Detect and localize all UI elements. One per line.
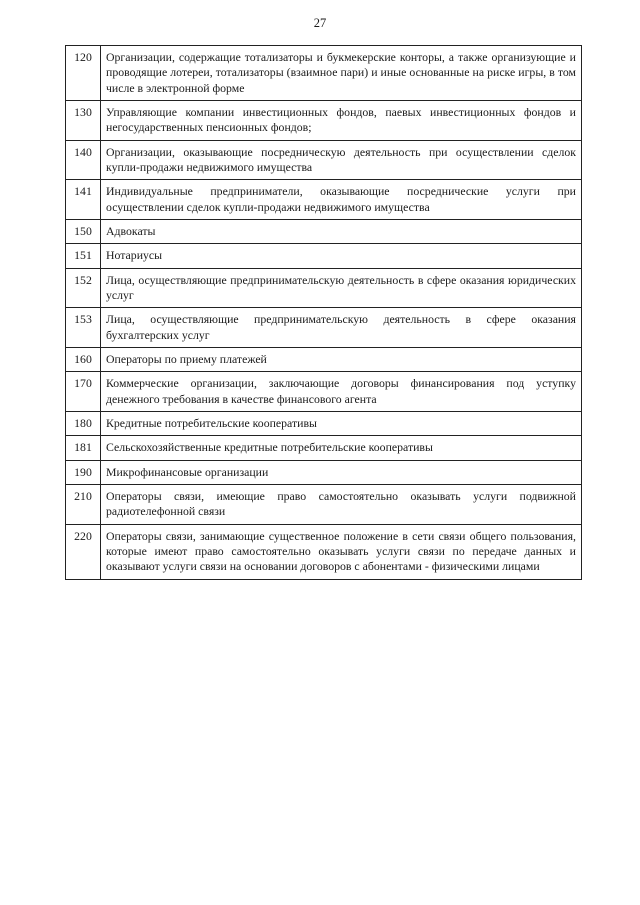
row-code: 150 bbox=[66, 219, 101, 243]
row-description: Организации, содержащие тотализаторы и букмекерские конторы, а также организующие и проводящие лотереи, тотализаторы (взаимное пари) и иные основанные на риске игры, в том числе в электронной форме bbox=[101, 46, 582, 101]
row-description: Коммерческие организации, заключающие договоры финансирования под уступку денежного требования в качестве финансового агента bbox=[101, 372, 582, 412]
table-row bbox=[66, 436, 582, 460]
table-row bbox=[66, 484, 582, 524]
table-row bbox=[66, 347, 582, 371]
row-description: Организации, оказывающие посредническую деятельность при осуществлении сделок купли-продажи недвижимого имущества bbox=[101, 140, 582, 180]
table-row bbox=[66, 140, 582, 180]
table-row bbox=[66, 460, 582, 484]
row-code: 170 bbox=[66, 372, 101, 412]
row-description: Кредитные потребительские кооперативы bbox=[101, 411, 582, 435]
row-description: Индивидуальные предприниматели, оказывающие посреднические услуги при осуществлении сделок купли-продажи недвижимого имущества bbox=[101, 180, 582, 220]
table-row bbox=[66, 244, 582, 268]
table-row bbox=[66, 219, 582, 243]
row-code: 120 bbox=[66, 46, 101, 101]
row-description: Операторы связи, имеющие право самостоятельно оказывать услуги подвижной радиотелефонной связи bbox=[101, 484, 582, 524]
row-description: Лица, осуществляющие предпринимательскую деятельность в сфере оказания юридических услуг bbox=[101, 268, 582, 308]
table-row bbox=[66, 46, 582, 101]
table-row bbox=[66, 524, 582, 579]
row-description: Управляющие компании инвестиционных фондов, паевых инвестиционных фондов и негосударственных пенсионных фондов; bbox=[101, 100, 582, 140]
page-number: 27 bbox=[313, 16, 327, 30]
table-row bbox=[66, 372, 582, 412]
row-code: 151 bbox=[66, 244, 101, 268]
row-description: Микрофинансовые организации bbox=[101, 460, 582, 484]
row-code: 140 bbox=[66, 140, 101, 180]
row-description: Нотариусы bbox=[101, 244, 582, 268]
row-description: Сельскохозяйственные кредитные потребительские кооперативы bbox=[101, 436, 582, 460]
organization-codes-table bbox=[65, 45, 582, 580]
row-description: Адвокаты bbox=[101, 219, 582, 243]
row-code: 181 bbox=[66, 436, 101, 460]
table-row bbox=[66, 100, 582, 140]
row-description: Лица, осуществляющие предпринимательскую деятельность в сфере оказания бухгалтерских услуг bbox=[101, 308, 582, 348]
table-row bbox=[66, 411, 582, 435]
row-code: 153 bbox=[66, 308, 101, 348]
row-code: 220 bbox=[66, 524, 101, 579]
table-row bbox=[66, 180, 582, 220]
row-description: Операторы по приему платежей bbox=[101, 347, 582, 371]
table-row bbox=[66, 308, 582, 348]
row-code: 180 bbox=[66, 411, 101, 435]
row-code: 130 bbox=[66, 100, 101, 140]
row-code: 152 bbox=[66, 268, 101, 308]
row-description: Операторы связи, занимающие существенное положение в сети связи общего пользования, которые имеют право самостоятельно оказывать услуги связи по передаче данных и оказывают услуги связи на основании договоров с абонентами - физическими лицами bbox=[101, 524, 582, 579]
row-code: 190 bbox=[66, 460, 101, 484]
row-code: 160 bbox=[66, 347, 101, 371]
table-row bbox=[66, 268, 582, 308]
row-code: 210 bbox=[66, 484, 101, 524]
row-code: 141 bbox=[66, 180, 101, 220]
